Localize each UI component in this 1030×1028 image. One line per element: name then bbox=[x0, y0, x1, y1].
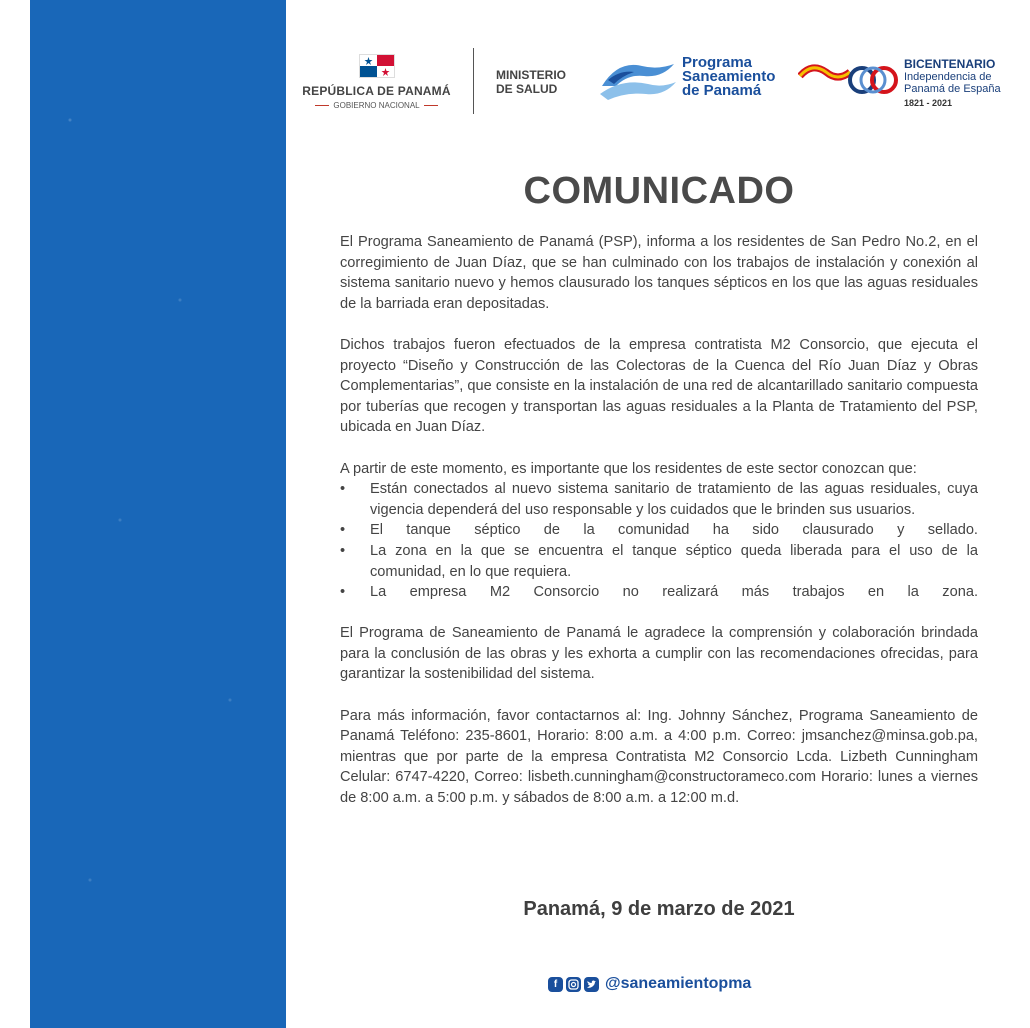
page-title: COMUNICADO bbox=[523, 170, 795, 212]
header-logos bbox=[290, 40, 1030, 120]
republic-title: REPÚBLICA DE PANAMÁ bbox=[302, 84, 451, 98]
list-item: • Están conectados al nuevo sistema sanitario de tratamiento de las aguas residuales, cuya vigencia dependerá del uso responsable y los cuidados que le brinden sus usuarios. bbox=[340, 479, 978, 520]
social-footer bbox=[548, 975, 751, 993]
bullet-icon: • bbox=[340, 542, 346, 559]
ministry-logo: MINISTERIO DE SALUD bbox=[496, 68, 567, 96]
program-logo-text: Programa Saneamiento de Panamá bbox=[682, 54, 776, 99]
republic-logo bbox=[294, 54, 459, 110]
paragraph-notice: A partir de este momento, es importante que los residentes de este sector conozcan que: bbox=[340, 460, 917, 477]
bullet-icon: • bbox=[340, 522, 346, 539]
bicentenary-logo-text: BICENTENARIO Independencia de Panamá de España 1821 - 2021 bbox=[904, 57, 1001, 108]
bullet-icon: • bbox=[340, 481, 346, 498]
social-handle[interactable]: @saneamientopma bbox=[605, 975, 752, 992]
panama-flag-icon bbox=[359, 54, 395, 78]
government-label: GOBIERNO NACIONAL bbox=[294, 101, 459, 110]
decorative-blue-panel bbox=[30, 0, 286, 1028]
paragraph-works: Dichos trabajos fueron efectuados de la empresa contratista M2 Consorcio, que ejecuta el proyecto “Diseño y Construcción de las Colectoras de la Cuenca del Río Juan Díaz y Obras Complementarias”, que consiste en la instalación de una red de alcantarillado sanitario compuesta por tuberías que recogen y transportan las aguas residuales a la Planta de Tratamiento del PSP, ubicada en Juan Díaz. bbox=[340, 336, 978, 436]
list-item: • La empresa M2 Consorcio no realizará más trabajos en la zona. bbox=[340, 582, 978, 603]
instagram-icon[interactable] bbox=[566, 977, 581, 992]
twitter-icon[interactable] bbox=[584, 977, 599, 992]
date-line: Panamá, 9 de marzo de 2021 bbox=[523, 898, 795, 920]
list-item: • La zona en la que se encuentra el tanque séptico queda liberada para el uso de la comunidad, en lo que requiera. bbox=[340, 541, 978, 582]
bullet-icon: • bbox=[340, 584, 346, 601]
paragraph-contact: Para más información, favor contactarnos al: Ing. Johnny Sánchez, Programa Saneamiento de Panamá Teléfono: 235-8601, Horario: 8:00 a.m. a 4:00 p.m. Correo: jmsanchez@minsa.gob.pa, mientras que por parte de la empresa Contratista M2 Consorcio Lcda. Lizbeth Cunningham Celular: 6747-4220, Correo: lisbeth.cunningham@constructorameco.com Horario: lunes a viernes de 8:00 a.m. a 5:00 p.m. y sábados de 8:00 a.m. a 12:00 m.d. bbox=[340, 707, 978, 807]
facebook-icon[interactable]: f bbox=[548, 977, 563, 992]
header-divider bbox=[473, 48, 474, 114]
list-item: • El tanque séptico de la comunidad ha sido clausurado y sellado. bbox=[340, 520, 978, 541]
psp-logo-icon bbox=[598, 56, 678, 104]
announcement-body bbox=[340, 232, 978, 809]
paragraph-thanks: El Programa de Saneamiento de Panamá le agradece la comprensión y colaboración brindada para la conclusión de las obras y les exhorta a cumplir con las recomendaciones ofrecidas, para garantizar la sostenibilidad del sistema. bbox=[340, 625, 978, 683]
paragraph-intro: El Programa Saneamiento de Panamá (PSP), informa a los residentes de San Pedro No.2, en el corregimiento de Juan Díaz, que se han culminado con los trabajos de instalación y conexión al sistema sanitario nuevo y hemos clausurado los tanques sépticos en los que las aguas residuales de la barriada eran depositadas. bbox=[340, 234, 978, 312]
bicentenary-logo-icon bbox=[798, 54, 902, 106]
